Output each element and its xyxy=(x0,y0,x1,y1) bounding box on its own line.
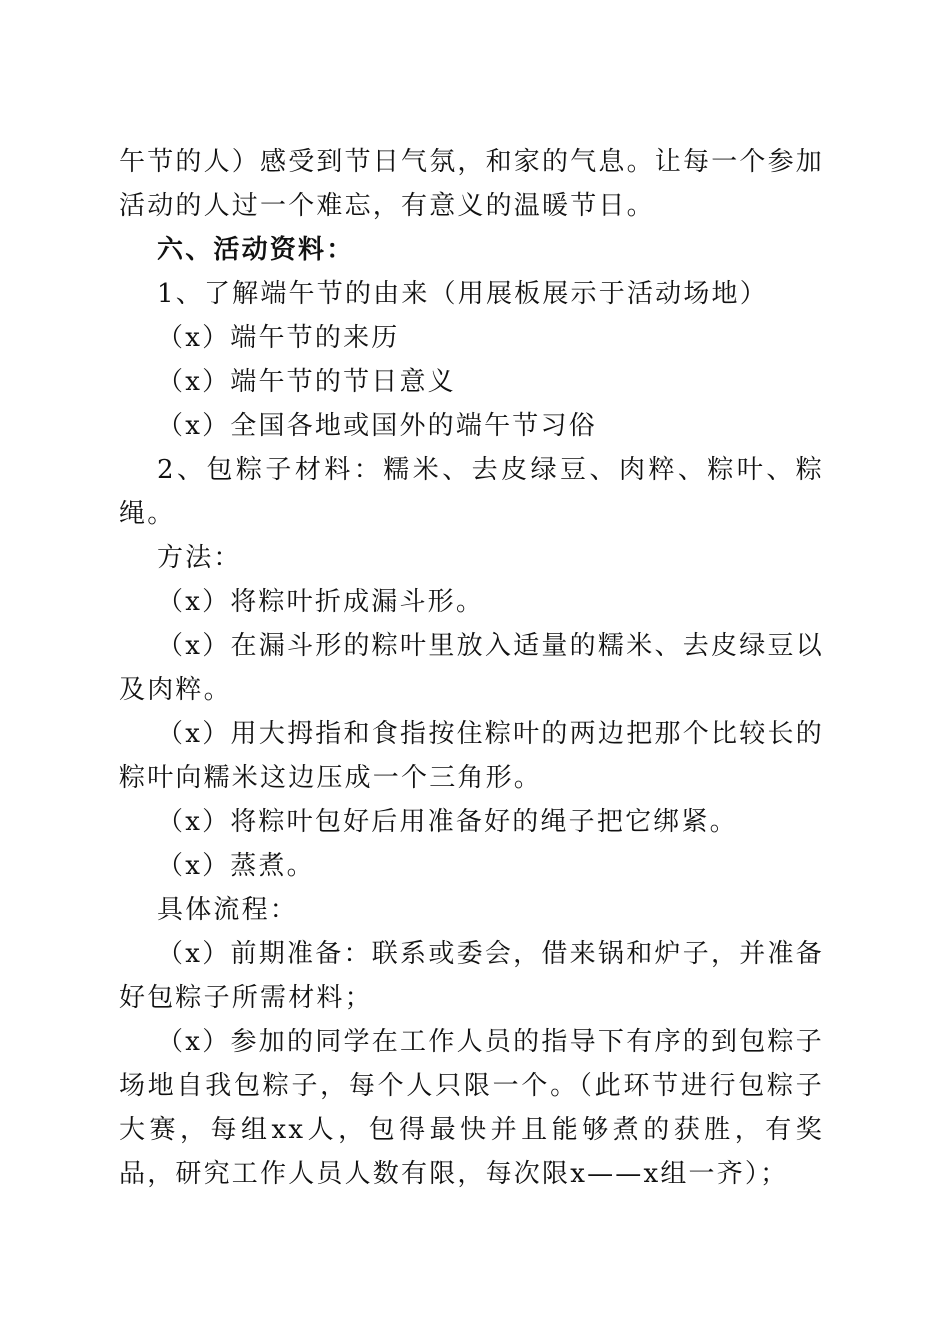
method-step-fold: （x）将粽叶折成漏斗形。 xyxy=(157,587,485,617)
method-step-tie: （x）将粽叶包好后用准备好的绳子把它绑紧。 xyxy=(157,807,738,837)
list-subitem-meaning: （x）端午节的节日意义 xyxy=(157,367,456,397)
method-step-fill: （x）在漏斗形的粽叶里放入适量的糯米、去皮绿豆以及肉粹。 xyxy=(119,631,824,705)
method-step-steam: （x）蒸煮。 xyxy=(157,851,315,881)
subheading-method: 方法： xyxy=(157,543,242,573)
subheading-process: 具体流程： xyxy=(157,895,299,925)
list-item-materials: 2、包粽子材料：糯米、去皮绿豆、肉粹、粽叶、粽绳。 xyxy=(119,455,824,529)
document-body xyxy=(119,140,824,1196)
list-subitem-history: （x）端午节的来历 xyxy=(157,323,400,353)
list-item-origin: 1、了解端午节的由来（用展板展示于活动场地） xyxy=(157,279,768,309)
process-step-preparation: （x）前期准备：联系或委会，借来锅和炉子，并准备好包粽子所需材料； xyxy=(119,939,824,1013)
method-step-press: （x）用大拇指和食指按住粽叶的两边把那个比较长的粽叶向糯米这边压成一个三角形。 xyxy=(119,719,824,793)
section-heading-activity-materials: 六、活动资料： xyxy=(157,235,355,265)
paragraph-intro-continuation: 午节的人）感受到节日气氛，和家的气息。让每一个参加活动的人过一个难忘，有意义的温暖节日。 xyxy=(119,147,825,221)
process-step-participation: （x）参加的同学在工作人员的指导下有序的到包粽子场地自我包粽子，每个人只限一个。（此环节进行包粽子大赛，每组xx人，包得最快并且能够煮的获胜，有奖品，研究工作人员人数有限，每次限x——x组一齐）； xyxy=(119,1027,824,1189)
list-subitem-customs: （x）全国各地或国外的端午节习俗 xyxy=(157,411,597,441)
